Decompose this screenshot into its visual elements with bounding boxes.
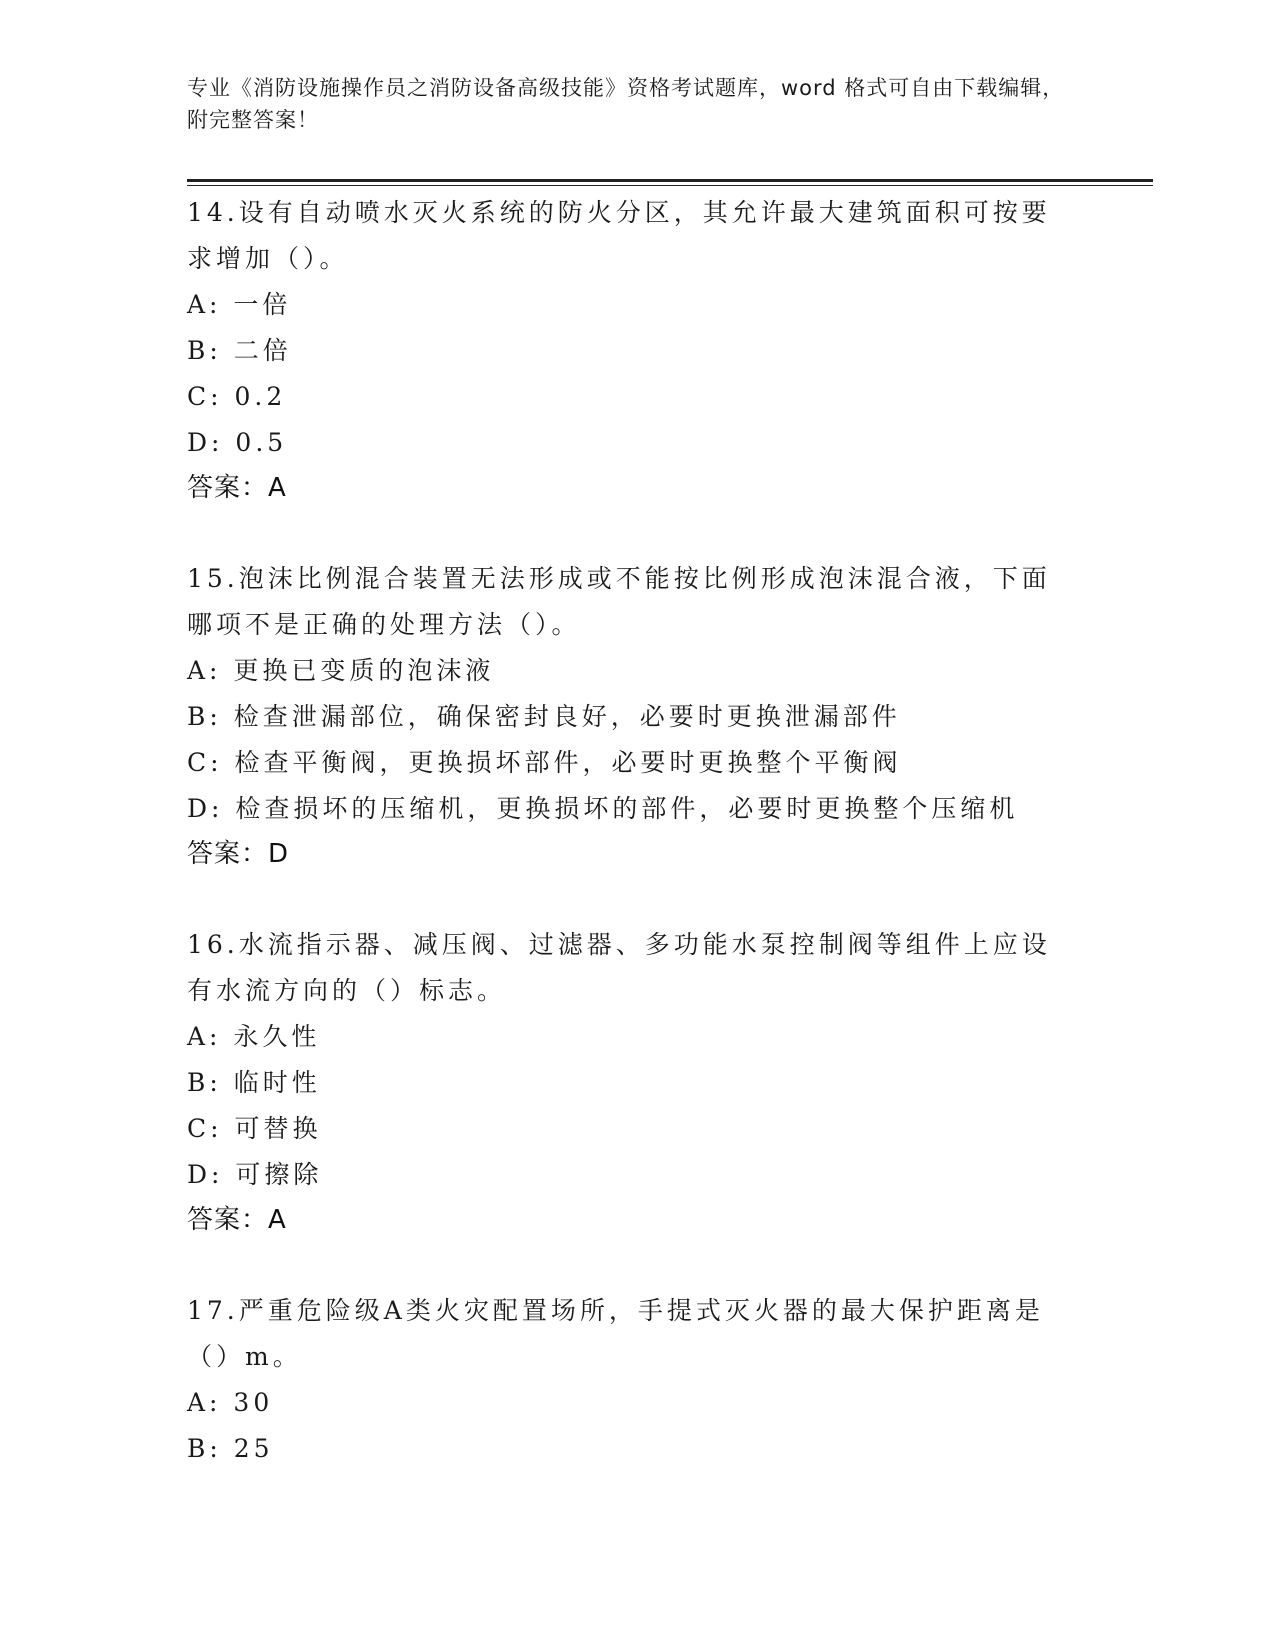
answer-line: 答案：A bbox=[187, 1205, 287, 1235]
answer-line: 答案：D bbox=[187, 839, 290, 869]
option-a: A: 一倍 bbox=[187, 290, 292, 319]
header-text: 专业《消防设施操作员之消防设备高级技能》资格考试题库，word 格式可自由下载编辑，附完整答案！ bbox=[187, 76, 1065, 132]
option-d: D: 0.5 bbox=[187, 428, 288, 457]
question-spacer bbox=[187, 1242, 1087, 1288]
question-spacer bbox=[187, 876, 1087, 922]
header-rule-thick bbox=[187, 179, 1153, 182]
option-c: C: 检查平衡阀，更换损坏部件，必要时更换整个平衡阀 bbox=[187, 748, 902, 777]
option-d: D: 检查损坏的压缩机，更换损坏的部件，必要时更换整个压缩机 bbox=[187, 794, 1019, 823]
option-a: A: 30 bbox=[187, 1388, 274, 1417]
question-spacer bbox=[187, 510, 1087, 556]
answer-line: 答案：A bbox=[187, 473, 287, 503]
option-c: C: 0.2 bbox=[187, 382, 287, 411]
option-c: C: 可替换 bbox=[187, 1114, 322, 1143]
option-b: B: 检查泄漏部位，确保密封良好，必要时更换泄漏部件 bbox=[187, 702, 901, 731]
option-b: B: 25 bbox=[187, 1434, 274, 1463]
question-14 bbox=[187, 190, 1087, 510]
option-a: A: 更换已变质的泡沫液 bbox=[187, 656, 495, 685]
question-17 bbox=[187, 1288, 1087, 1472]
option-b: B: 二倍 bbox=[187, 336, 292, 365]
question-stem: 15.泡沫比例混合装置无法形成或不能按比例形成泡沫混合液，下面哪项不是正确的处理方法（）。 bbox=[187, 564, 1051, 639]
question-stem: 17.严重危险级A类火灾配置场所，手提式灭火器的最大保护距离是（）m。 bbox=[187, 1296, 1044, 1371]
question-stem: 14.设有自动喷水灭火系统的防火分区，其允许最大建筑面积可按要求增加（）。 bbox=[187, 198, 1051, 273]
option-a: A: 永久性 bbox=[187, 1022, 321, 1051]
question-list bbox=[187, 190, 1087, 1472]
option-d: D: 可擦除 bbox=[187, 1160, 323, 1189]
question-16 bbox=[187, 922, 1087, 1242]
document-header bbox=[187, 72, 1067, 136]
header-rule-thin bbox=[187, 185, 1153, 186]
question-stem: 16.水流指示器、减压阀、过滤器、多功能水泵控制阀等组件上应设有水流方向的（）标志。 bbox=[187, 930, 1051, 1005]
question-15 bbox=[187, 556, 1087, 876]
option-b: B: 临时性 bbox=[187, 1068, 321, 1097]
